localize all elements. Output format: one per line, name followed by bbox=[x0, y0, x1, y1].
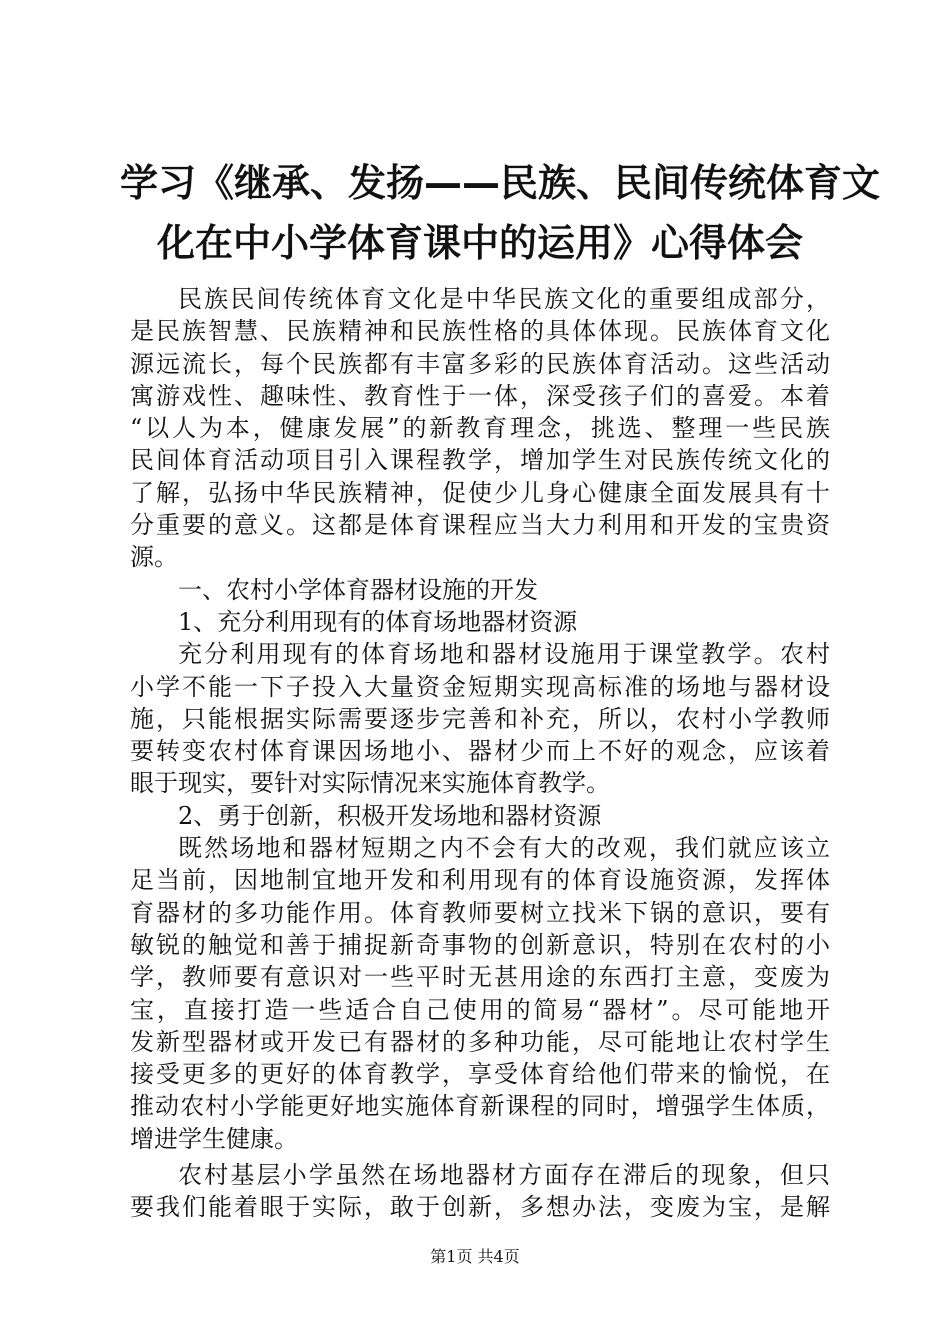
page-footer: 第1页 共4页 bbox=[430, 1247, 520, 1266]
body-line: 要我们能着眼于实际，敢于创新，多想办法，变废为宝，是解 bbox=[130, 1193, 830, 1222]
body-line: 分重要的意义。这都是体育课程应当大力利用和开发的宝贵资 bbox=[130, 511, 830, 540]
body-line: 眼于现实，要针对实际情况来实施体育教学。 bbox=[130, 769, 610, 798]
body-line: 源。 bbox=[130, 543, 178, 572]
body-line: 小学不能一下子投入大量资金短期实现高标准的场地与器材设 bbox=[130, 672, 830, 701]
body-line: 接受更多的更好的体育教学，享受体育给他们带来的愉悦，在 bbox=[130, 1060, 830, 1089]
subsection-heading: 1、充分利用现有的体育场地器材资源 bbox=[178, 607, 578, 636]
body-line: 是民族智慧、民族精神和民族性格的具体体现。民族体育文化 bbox=[130, 317, 830, 346]
body-line: 发新型器材或开发已有器材的多种功能，尽可能地让农村学生 bbox=[130, 1027, 830, 1056]
body-line: 要转变农村体育课因场地小、器材少而上不好的观念，应该着 bbox=[130, 737, 830, 766]
body-line: 充分利用现有的体育场地和器材设施用于课堂教学。农村 bbox=[178, 640, 830, 669]
body-line: 了解，弘扬中华民族精神，促使少儿身心健康全面发展具有十 bbox=[130, 478, 830, 507]
document-body bbox=[130, 283, 830, 1224]
document-title-line-1: 学习《继承、发扬——民族、民间传统体育文 bbox=[120, 161, 881, 205]
body-line: 既然场地和器材短期之内不会有大的改观，我们就应该立 bbox=[178, 834, 830, 863]
section-heading: 一、农村小学体育器材设施的开发 bbox=[178, 575, 538, 604]
body-line: 民族民间传统体育文化是中华民族文化的重要组成部分， bbox=[178, 285, 830, 313]
body-line: “以人为本，健康发展”的新教育理念，挑选、整理一些民族 bbox=[130, 414, 830, 443]
subsection-heading: 2、勇于创新，积极开发场地和器材资源 bbox=[178, 801, 602, 830]
body-line: 增进学生健康。 bbox=[130, 1124, 298, 1153]
body-line: 育器材的多功能作用。体育教师要树立找米下锅的意识，要有 bbox=[130, 898, 830, 927]
body-line: 源远流长，每个民族都有丰富多彩的民族体育活动。这些活动 bbox=[130, 349, 830, 378]
body-line: 寓游戏性、趣味性、教育性于一体，深受孩子们的喜爱。本着 bbox=[130, 381, 830, 410]
body-line: 推动农村小学能更好地实施体育新课程的同时，增强学生体质， bbox=[130, 1092, 830, 1121]
body-line: 施，只能根据实际需要逐步完善和补充，所以，农村小学教师 bbox=[130, 704, 830, 733]
body-line: 民间体育活动项目引入课程教学，增加学生对民族传统文化的 bbox=[130, 446, 830, 475]
body-line: 农村基层小学虽然在场地器材方面存在滞后的现象，但只 bbox=[178, 1161, 830, 1190]
body-line: 足当前，因地制宜地开发和利用现有的体育设施资源，发挥体 bbox=[130, 866, 830, 895]
body-line: 宝，直接打造一些适合自己使用的简易“器材”。尽可能地开 bbox=[130, 995, 830, 1024]
body-line: 学，教师要有意识对一些平时无甚用途的东西打主意，变废为 bbox=[130, 963, 830, 992]
document-title-line-2: 化在中小学体育课中的运用》心得体会 bbox=[156, 221, 803, 265]
body-line: 敏锐的触觉和善于捕捉新奇事物的创新意识，特别在农村的小 bbox=[130, 930, 830, 959]
